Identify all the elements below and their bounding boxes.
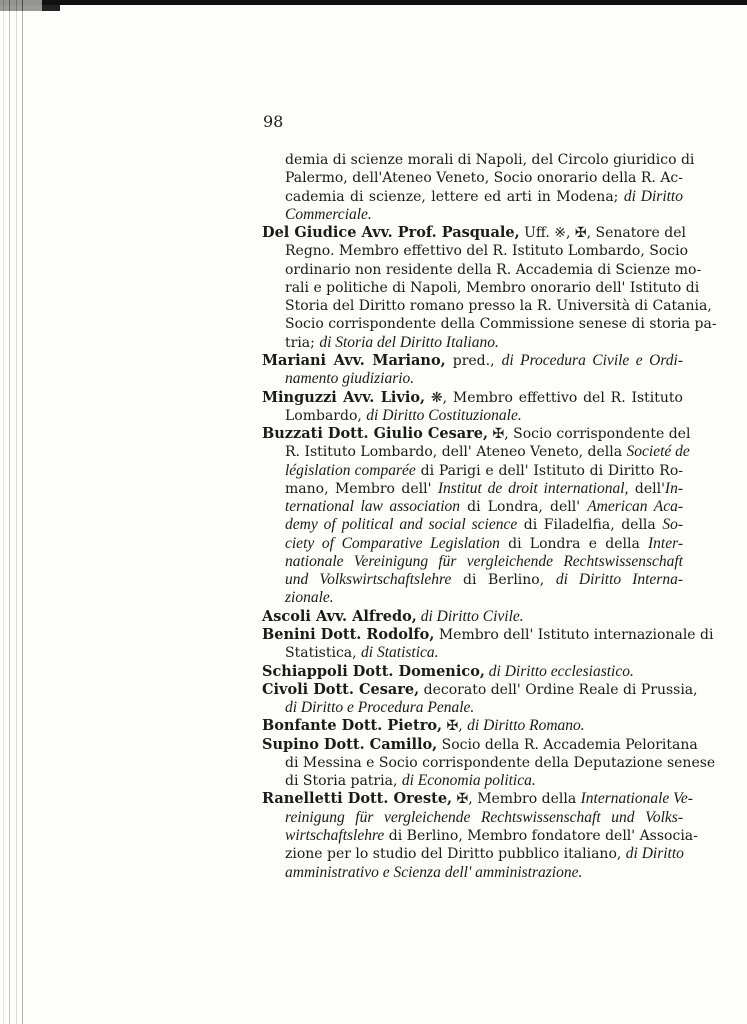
text-line xyxy=(285,772,683,790)
italic-text: So- xyxy=(662,516,683,534)
text: di Londra e della xyxy=(499,535,648,552)
text-line xyxy=(285,407,683,425)
italic-text: di Diritto Costituzionale. xyxy=(366,406,522,424)
text-line xyxy=(285,864,683,882)
entry-heading-line xyxy=(262,425,691,443)
entry-heading-line xyxy=(262,224,686,242)
text-line xyxy=(285,206,683,224)
entry-name: Ascoli Avv. Alfredo, xyxy=(262,607,417,625)
entry-heading-line xyxy=(262,663,683,681)
entry-heading-line xyxy=(262,790,693,808)
text: zione per lo studio del Diritto pubblico italiano, xyxy=(285,846,626,863)
text: ✠, xyxy=(442,718,468,735)
italic-text: demy of political and social science xyxy=(285,516,518,534)
italic-text: nationale Vereinigung für vergleichende Rechtswissenschaft xyxy=(285,552,683,570)
italic-text: Inter- xyxy=(648,534,683,552)
entry-name: Supino Dott. Camillo, xyxy=(262,735,438,753)
text-line xyxy=(285,169,683,187)
text: mano, Membro dell' xyxy=(285,480,438,497)
italic-text: Commerciale. xyxy=(285,205,372,223)
italic-text: American Aca- xyxy=(587,498,683,516)
text-line xyxy=(285,242,688,260)
entry-heading-line xyxy=(262,680,698,699)
text: di Parigi e dell' Istituto di Diritto Ro- xyxy=(415,462,683,479)
text: ordinario non residente della R. Accademia di Scienze mo- xyxy=(285,261,702,278)
entry-heading-line xyxy=(262,352,683,370)
text: decorato dell' Ordine Reale di Prussia, xyxy=(419,681,698,698)
text-line xyxy=(285,553,683,571)
text: dell' xyxy=(628,480,665,497)
italic-text: Societé de xyxy=(626,443,690,461)
text: R. Istituto Lombardo, dell' Ateneo Veneto, della xyxy=(285,444,627,461)
text-line xyxy=(285,644,683,662)
text: Lombardo, xyxy=(285,407,367,424)
italic-text: amministrativo e Scienza dell' amministrazione. xyxy=(285,863,583,881)
text: di Londra, dell' xyxy=(460,499,588,516)
italic-text: di Diritto xyxy=(625,845,684,863)
text: di Berlino, Membro fondatore dell' Associa- xyxy=(384,827,698,844)
text: ✠, Socio corrispondente del xyxy=(488,426,691,443)
text: demia di scienze morali di Napoli, del Circolo giuridico di xyxy=(285,152,695,168)
text: Socio della R. Accademia Peloritana xyxy=(437,736,698,753)
text-line xyxy=(285,188,683,206)
text-line xyxy=(285,845,683,863)
text: Statistica, xyxy=(285,645,362,662)
text-line xyxy=(285,809,683,827)
text-line xyxy=(285,297,712,315)
text-line xyxy=(285,480,683,498)
text-line xyxy=(285,498,683,516)
entry-name: Schiappoli Dott. Domenico, xyxy=(262,662,485,680)
entry-name: Buzzati Dott. Giulio Cesare, xyxy=(262,425,489,443)
italic-text: ternational law association xyxy=(285,498,460,516)
text: Socio corrispondente della Commissione senese di storia pa- xyxy=(285,316,717,333)
text: Uff. ※, ✠, Senatore del xyxy=(519,225,686,242)
entry-name: Del Giudice Avv. Prof. Pasquale, xyxy=(262,224,520,242)
text-line xyxy=(285,462,683,480)
entry-name: Mariani Avv. Mariano, xyxy=(262,351,446,369)
text-line xyxy=(285,516,683,534)
text-line xyxy=(285,315,717,333)
text-line xyxy=(285,535,683,553)
text-line xyxy=(285,571,683,589)
entry-heading-line xyxy=(262,608,683,626)
entry-name: Bonfante Dott. Pietro, xyxy=(262,717,443,735)
text: rali e politiche di Napoli, Membro onorario dell' Istituto di xyxy=(285,279,700,296)
scan-edge-top xyxy=(0,0,747,5)
entry-heading-line xyxy=(262,717,683,735)
entry-name: Civoli Dott. Cesare, xyxy=(262,680,420,698)
italic-text: législation comparée xyxy=(285,461,416,479)
scan-edge-left xyxy=(0,0,42,1024)
italic-text: Institut de droit international, xyxy=(437,479,629,497)
text: cademia di scienze, lettere ed arti in Modena; xyxy=(285,188,624,205)
text-line xyxy=(285,443,690,461)
text-line xyxy=(285,370,683,388)
text: di Messina e Socio corrispondente della Deputazione senese xyxy=(285,754,716,771)
entry-heading-line xyxy=(262,389,683,407)
text: Membro dell' Istituto internazionale di xyxy=(434,627,714,644)
text: Regno. Membro effettivo del R. Istituto Lombardo, Socio xyxy=(285,243,688,260)
text: di Berlino, xyxy=(451,572,556,589)
italic-text: zionale. xyxy=(285,589,334,607)
italic-text: Internationale Ve- xyxy=(580,790,693,808)
italic-text: und Volkswirtschaftslehre xyxy=(285,571,452,589)
italic-text: In- xyxy=(664,479,683,497)
text: di Storia patria, xyxy=(285,773,402,790)
text-line xyxy=(285,151,695,169)
text-line xyxy=(285,826,698,845)
italic-text: namento giudiziario. xyxy=(285,370,415,388)
text-line xyxy=(285,279,700,297)
text: pred., xyxy=(445,352,502,369)
italic-text: di Diritto Civile. xyxy=(416,607,524,625)
italic-text: di Statistica. xyxy=(361,644,439,662)
italic-text: di Diritto xyxy=(623,187,683,205)
entry-heading-line xyxy=(262,735,698,754)
page-number: 98 xyxy=(263,112,284,131)
text-line xyxy=(285,754,716,772)
text: ✠, Membro della xyxy=(452,791,581,808)
entry-name: Ranelletti Dott. Oreste, xyxy=(262,790,453,808)
italic-text: di Diritto ecclesiastico. xyxy=(484,662,634,680)
text-line xyxy=(285,699,683,717)
text-line xyxy=(285,334,683,352)
italic-text: di Procedura Civile e Ordi- xyxy=(501,351,683,369)
italic-text: di Diritto e Procedura Penale. xyxy=(285,699,475,717)
text: Palermo, dell'Ateneo Veneto, Socio onorario della R. Ac- xyxy=(285,170,683,187)
text: tria; xyxy=(285,334,320,351)
entry-name: Benini Dott. Rodolfo, xyxy=(262,626,435,644)
entry-name: Minguzzi Avv. Livio, xyxy=(262,388,426,406)
italic-text: reinigung für vergleichende Rechtswissenschaft und Volks- xyxy=(285,808,683,826)
italic-text: di Economia politica. xyxy=(401,772,536,790)
text: Storia del Diritto romano presso la R. Università di Catania, xyxy=(285,298,712,315)
italic-text: di Diritto Interna- xyxy=(555,571,683,589)
text-line xyxy=(285,261,702,279)
italic-text: di Diritto Romano. xyxy=(467,717,585,735)
text-line xyxy=(285,589,683,607)
italic-text: di Storia del Diritto Italiano. xyxy=(319,333,499,351)
italic-text: wirtschaftslehre xyxy=(285,826,385,844)
entry-heading-line xyxy=(262,626,714,644)
text: di Filadelfia, della xyxy=(517,517,663,534)
italic-text: ciety of Comparative Legislation xyxy=(285,534,500,552)
text: ❋, Membro effettivo del R. Istituto xyxy=(425,389,683,406)
